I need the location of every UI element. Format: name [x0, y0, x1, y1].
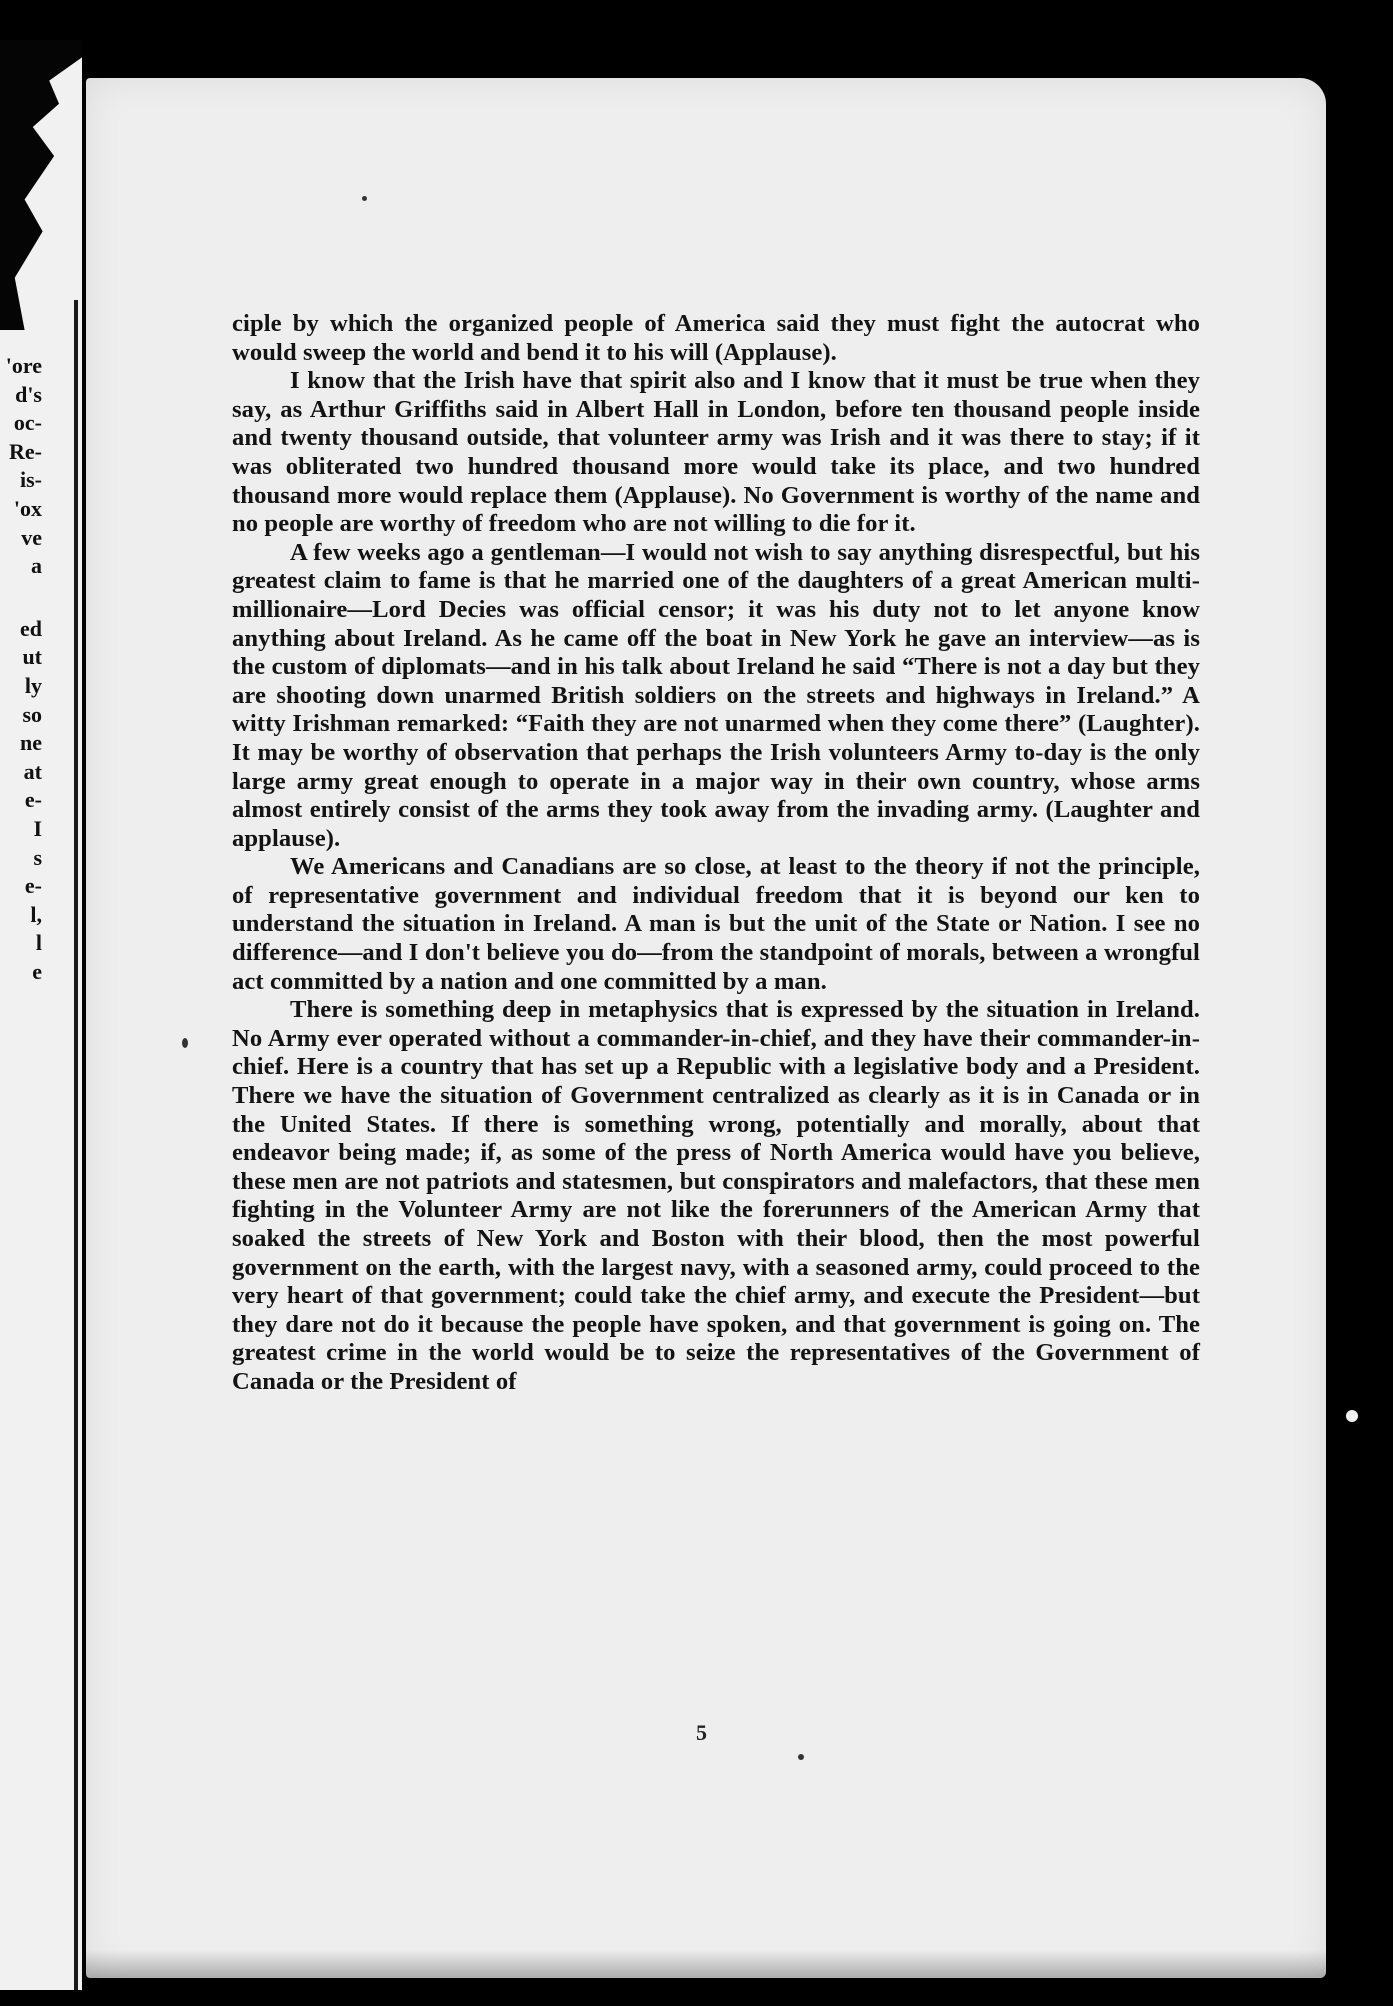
paragraph: I know that the Irish have that spirit also and I know that it must be true when they say, as Arthur Griffiths said in Albert Hall in London, before ten thousand people inside and twenty thousand outside, that volunteer army was Irish and it was there to stay; if it was obliterated two hundred thousand more would take its place, and two hundred thousand more would replace them (Applause). No Government is worthy of the name and no people are worthy of freedom who are not willing to die for it.: [232, 367, 1200, 538]
adjacent-page-text: [0, 352, 82, 986]
fragment-line: is-: [20, 467, 42, 493]
fragment-line: I: [33, 815, 42, 841]
fragment-line: 'ox: [13, 495, 42, 521]
fragment-line: ed: [20, 615, 42, 641]
fragment-line: ut: [22, 644, 42, 670]
fragment-line: ve: [21, 524, 42, 550]
torn-corner: [0, 40, 82, 330]
paragraph: A few weeks ago a gentleman—I would not wish to say anything disrespectful, but his greatest claim to fame is that he married one of the daughters of a great American multi-millionaire—Lord Decies was official censor; it was his duty not to let anyone know anything about Ireland. As he came off the boat in New York he gave an interview—as is the custom of diplomats—and in his talk about Ireland he said “There is not a day but they are shooting down unarmed British soldiers on the streets and highways in Ireland.” A witty Irishman remarked: “Faith they are not unarmed when they come there” (Laughter). It may be worthy of observation that perhaps the Irish volunteers Army to-day is the only large army great enough to operate in a major way in their own country, whose arms almost entirely consist of the arms they took away from the invading army. (Laughter and applause).: [232, 538, 1200, 852]
fragment-line: 'ore: [5, 353, 42, 378]
page-gutter-edge: [74, 300, 78, 1990]
fragment-line: s: [33, 844, 42, 870]
page-number: 5: [696, 1720, 707, 1745]
paragraph: There is something deep in metaphysics that is expressed by the situation in Ireland. No Army ever operated without a commander-in-chief, and they have their commander-in-chief. Here is a country that has set up a Republic with a legislative body and a President. There we have the situation of Government centralized as clearly as it is in Canada or in the United States. If there is something wrong, potentially and morally, about that endeavor being made; if, as some of the press of North America would have you believe, these men are not patriots and statesmen, but conspirators and malefactors, that these men fighting in the Volunteer Army are not like the forerunners of the American Army that soaked the streets of New York and Boston with their blood, then the most powerful government on the earth, with the largest navy, with a seasoned army, could proceed to the very heart of that government; could take the chief army, and execute the President—but they dare not do it because the people have spoken, and that government is going on. The greatest crime in the world would be to seize the representatives of the Government of Canada or the President of: [232, 996, 1200, 1395]
fragment-line: d's: [15, 381, 42, 407]
body-text: [232, 310, 1200, 1397]
fragment-line: l,: [30, 901, 42, 927]
page-bottom-shadow: [86, 1950, 1326, 1978]
paragraph: ciple by which the organized people of America said they must fight the autocrat who would sweep the world and bend it to his will (Applause).: [232, 310, 1200, 366]
fragment-line: ly: [24, 672, 42, 698]
fragment-line: Re-: [9, 438, 42, 464]
fragment-line: e-: [24, 873, 42, 899]
fragment-line: at: [23, 758, 42, 784]
ink-speck: [362, 196, 367, 201]
ink-speck: [798, 1754, 804, 1760]
fragment-gap: [0, 581, 82, 615]
paragraph: We Americans and Canadians are so close, at least to the theory if not the principle, of representative government and individual freedom that it is beyond our ken to understand the situation in Ireland. A man is but the unit of the State or Nation. I see no difference—and I don't believe you do—from the standpoint of morals, between a wrongful act committed by a nation and one committed by a man.: [232, 853, 1200, 995]
fragment-line: a: [31, 553, 42, 579]
fragment-line: oc-: [13, 410, 42, 436]
scan-dot: [1346, 1410, 1358, 1422]
fragment-line: e: [32, 958, 42, 984]
document-page: [86, 78, 1326, 1978]
fragment-line: l: [35, 930, 42, 956]
fragment-line: so: [22, 701, 42, 727]
fragment-line: ne: [20, 730, 42, 756]
fragment-line: e-: [24, 787, 42, 813]
adjacent-page-fragment: [0, 40, 82, 1990]
ink-speck: [182, 1038, 188, 1048]
